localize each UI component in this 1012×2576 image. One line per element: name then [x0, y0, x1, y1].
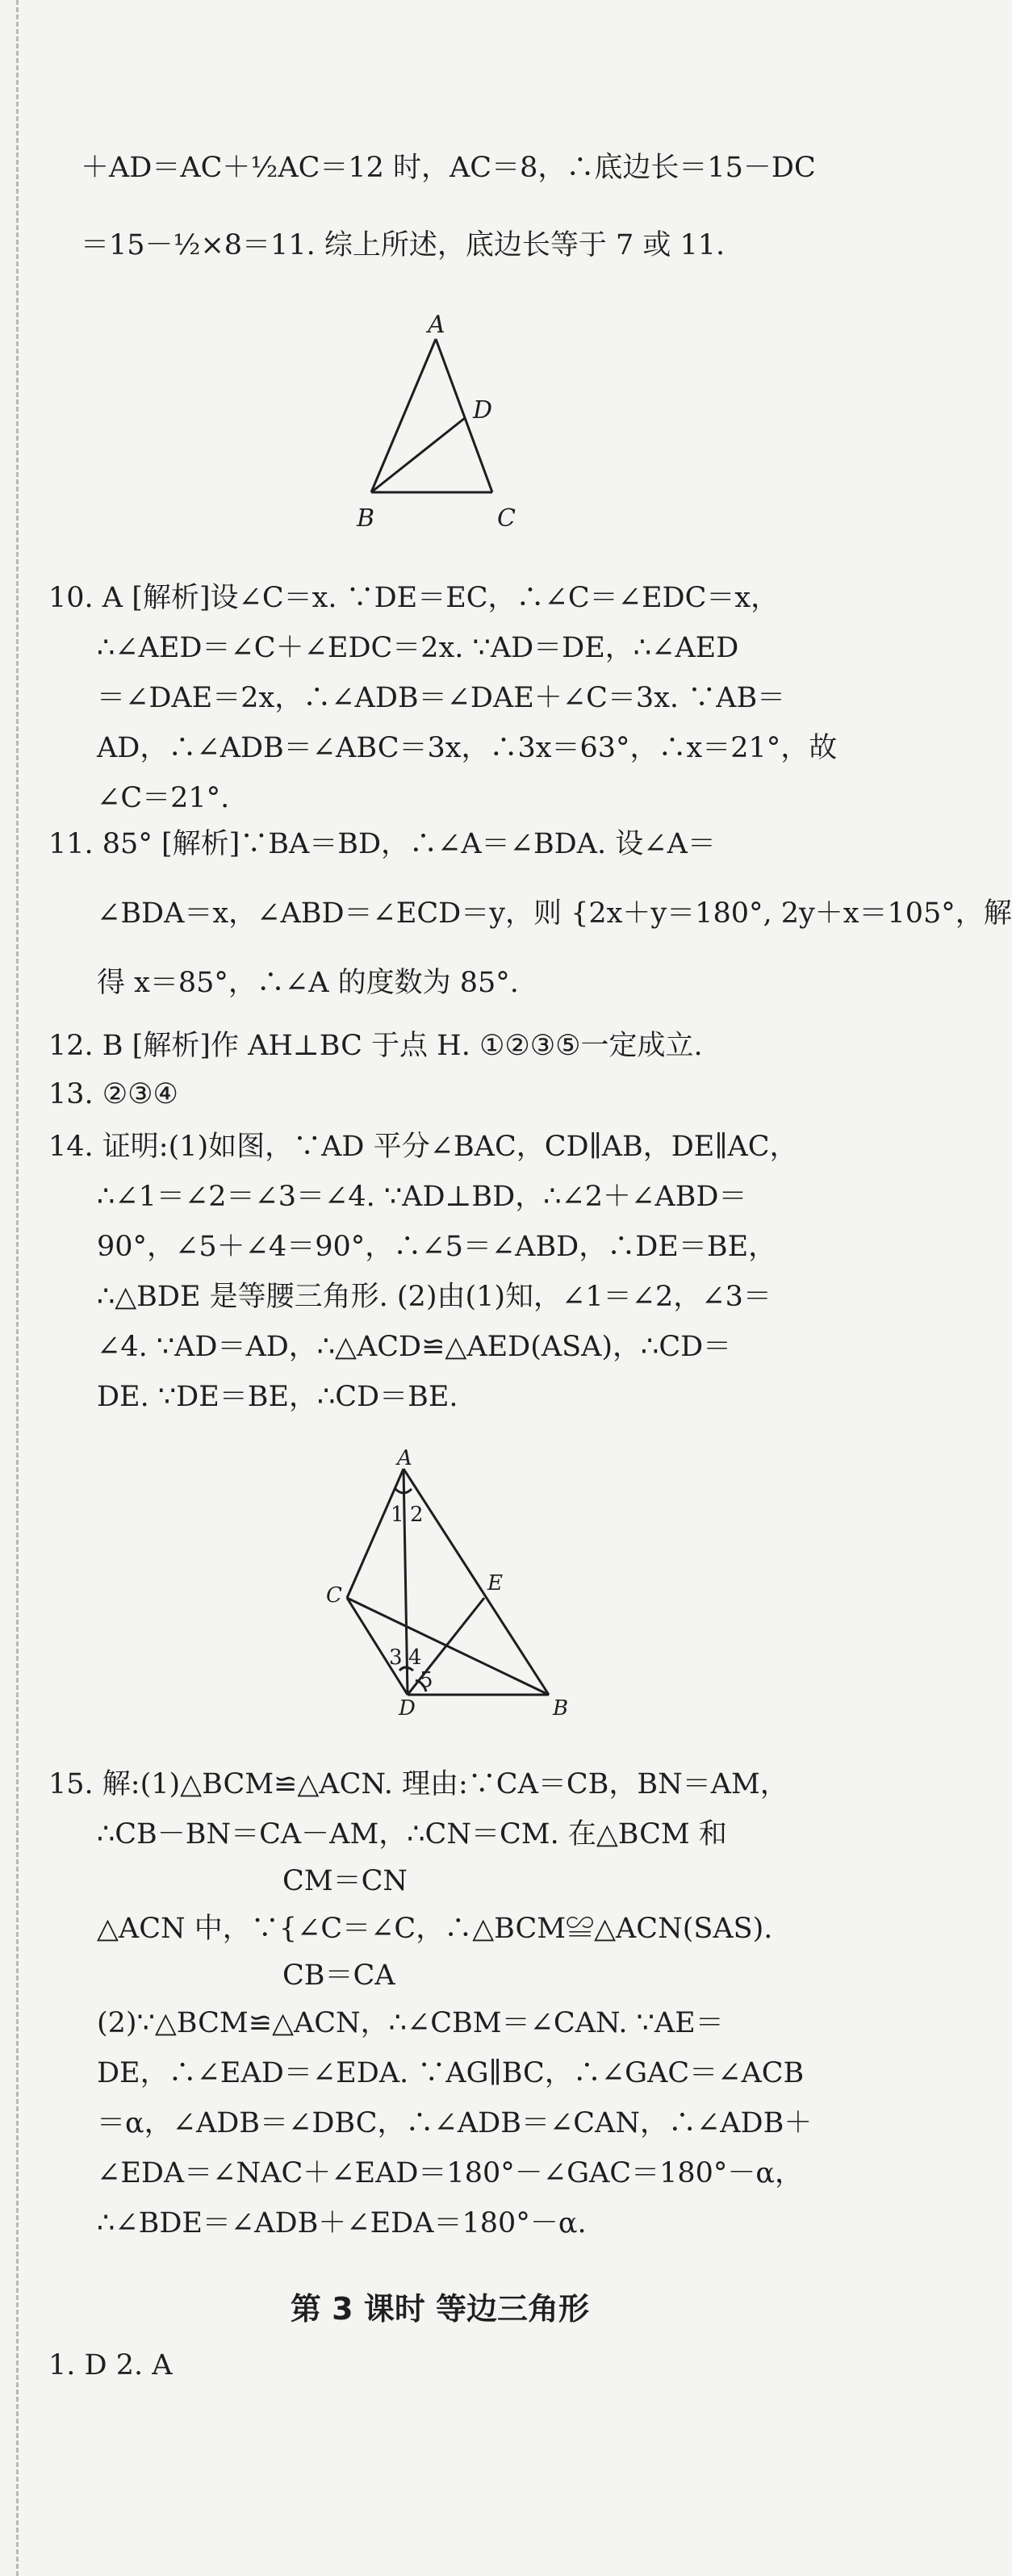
text-line: 90°，∠5＋∠4＝90°，∴∠5＝∠ABD，∴DE＝BE，: [97, 1231, 777, 1263]
text-line: ＝15－½×8＝11. 综上所述，底边长等于 7 或 11.: [81, 229, 726, 261]
text-line: ∴∠BDE＝∠ADB＋∠EDA＝180°－α.: [97, 2207, 587, 2239]
text-line: ∴△BDE 是等腰三角形. (2)由(1)知，∠1＝∠2，∠3＝: [97, 1281, 772, 1313]
question-15: [48, 1759, 812, 2248]
vertex-label-e: E: [487, 1571, 503, 1595]
text-line: CM＝CN: [282, 1865, 408, 1897]
text-line: AD，∴∠ADB＝∠ABC＝3x，∴3x＝63°，∴x＝21°，故: [97, 732, 838, 764]
text-line: ∠4. ∵AD＝AD，∴△ACD≌△AED(ASA)，∴CD＝: [97, 1331, 732, 1363]
angle-label-4: 4: [408, 1646, 422, 1670]
text-line: 得 x＝85°，∴∠A 的度数为 85°.: [97, 967, 519, 999]
text-line: 15. 解:(1)△BCM≌△ACN. 理由:∵CA＝CB，BN＝AM，: [48, 1768, 788, 1800]
triangle-figure-1: [355, 311, 549, 541]
vertex-label-b: B: [553, 1696, 569, 1721]
text-line: 10. A [解析]设∠C＝x. ∵DE＝EC，∴∠C＝∠EDC＝x，: [48, 582, 780, 614]
text-line: ∠BDA＝x，∠ABD＝∠ECD＝y，则 {2x＋y＝180°, 2y＋x＝105°，解: [97, 897, 1012, 930]
vertex-label-a: A: [428, 311, 445, 339]
angle-label-2: 2: [410, 1503, 424, 1527]
vertex-label-d: D: [473, 396, 493, 424]
text-line: 12. B [解析]作 AH⊥BC 于点 H. ①②③⑤一定成立.: [48, 1030, 703, 1062]
vertex-label-b: B: [357, 504, 375, 533]
angle-label-5: 5: [420, 1668, 433, 1692]
text-line: 11. 85° [解析]∵BA＝BD，∴∠A＝∠BDA. 设∠A＝: [48, 828, 716, 860]
text-line: △ACN 中，∵{∠C＝∠C，∴△BCM≌△ACN(SAS).: [97, 1913, 773, 1945]
quadrilateral-figure-2: [315, 1446, 581, 1721]
text-line: DE. ∵DE＝BE，∴CD＝BE.: [97, 1381, 458, 1413]
vertex-label-a: A: [397, 1446, 412, 1470]
text-line: ＋AD＝AC＋½AC＝12 时，AC＝8，∴底边长＝15－DC: [81, 152, 816, 184]
top-lines: [81, 137, 816, 276]
text-line: ＝∠DAE＝2x，∴∠ADB＝∠DAE＋∠C＝3x. ∵AB＝: [97, 682, 786, 714]
text-line: CB＝CA: [282, 1959, 395, 1992]
question-11: [48, 819, 1012, 1008]
vertex-label-c: C: [497, 504, 516, 533]
question-13: [48, 1069, 178, 1119]
lesson-title: 第 3 课时 等边三角形: [290, 2291, 590, 2327]
text-line: (2)∵△BCM≌△ACN，∴∠CBM＝∠CAN. ∵AE＝: [97, 2007, 724, 2039]
angle-label-1: 1: [391, 1503, 404, 1527]
text-line: 13. ②③④: [48, 1078, 178, 1110]
question-10: [48, 573, 837, 823]
text-line: ∴∠AED＝∠C＋∠EDC＝2x. ∵AD＝DE，∴∠AED: [97, 632, 739, 664]
text-line: ∠EDA＝∠NAC＋∠EAD＝180°－∠GAC＝180°－α，: [97, 2157, 804, 2189]
question-12: [48, 1021, 703, 1071]
vertex-label-c: C: [326, 1583, 342, 1608]
text-line: 14. 证明:(1)如图，∵AD 平分∠BAC，CD∥AB，DE∥AC，: [48, 1131, 798, 1163]
angle-label-3: 3: [389, 1646, 403, 1670]
binding-dashed-line: [16, 0, 19, 2576]
text-line: ＝α，∠ADB＝∠DBC，∴∠ADB＝∠CAN，∴∠ADB＋: [97, 2107, 813, 2139]
text-line: ∴CB－BN＝CA－AM，∴CN＝CM. 在△BCM 和: [97, 1818, 727, 1850]
text-line: DE，∴∠EAD＝∠EDA. ∵AG∥BC，∴∠GAC＝∠ACB: [97, 2057, 805, 2089]
vertex-label-d: D: [399, 1696, 416, 1721]
question-14: [48, 1122, 798, 1422]
text-line: 1. D 2. A: [48, 2349, 173, 2382]
text-line: ∠C＝21°.: [97, 782, 230, 814]
text-line: ∴∠1＝∠2＝∠3＝∠4. ∵AD⊥BD，∴∠2＋∠ABD＝: [97, 1181, 747, 1213]
